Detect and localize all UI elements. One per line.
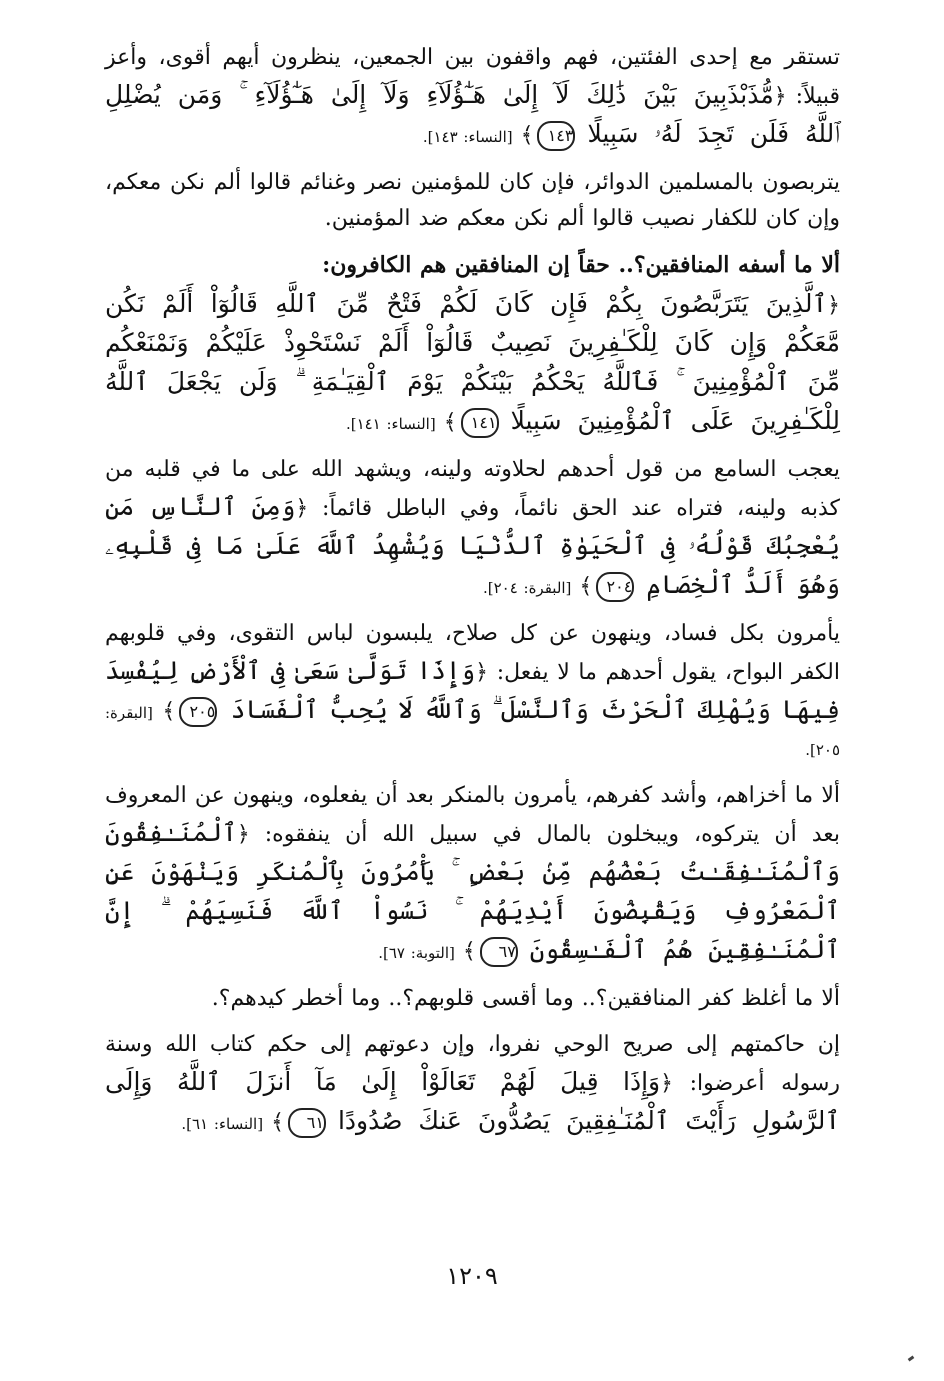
ayah-number-medallion: ١٤٣ [537,121,575,151]
quran-close-bracket: ﴾ [162,699,176,724]
paragraph [105,452,840,606]
paragraph [105,981,840,1017]
quran-open-bracket: ﴿ [773,84,787,109]
ayah-number-medallion: ٢٠٥ [179,697,217,727]
paragraph [105,285,840,442]
paragraph [105,1027,840,1142]
quran-verse: مُّذَبْذَبِينَ بَيْنَ ذَٰلِكَ لَآ إِلَىٰ هَـٰٓؤُلَآءِ وَلَآ إِلَىٰ هَـٰٓؤُلَآءِ ۚ وَمَن يُضْلِلِ ٱللَّهُ فَلَن تَجِدَ لَهُۥ سَبِيلًا [105,80,840,148]
ayah-number-medallion: ٢٠٤ [596,572,634,602]
verse-citation: [النساء: ٦١]. [181,1115,264,1133]
verse-citation: [النساء: ١٤١]. [345,415,436,433]
paragraph [105,778,840,971]
page-body [105,40,840,1152]
quran-verse: ٱلَّذِينَ يَتَرَبَّصُونَ بِكُمْ فَإِن كَانَ لَكُمْ فَتْحٌ مِّنَ ٱللَّهِ قَالُوٓاْ أَلَمْ نَكُن مَّعَكُمْ وَإِن كَانَ لِلْكَـٰفِرِينَ نَصِيبٌ قَالُوٓاْ أَلَمْ نَسْتَحْوِذْ عَلَيْكُمْ وَنَمْنَعْكُم مِّنَ ٱلْمُؤْمِنِينَ ۚ فَٱللَّهُ يَحْكُمُ بَيْنَكُمْ يَوْمَ ٱلْقِيَـٰمَةِ ۗ وَلَن يَجْعَلَ ٱللَّهُ لِلْكَـٰفِرِينَ عَلَى ٱلْمُؤْمِنِينَ سَبِيلًا [105,289,840,435]
quran-open-bracket: ﴿ [475,660,489,685]
ayah-number-medallion: ١٤١ [461,408,499,438]
quran-close-bracket: ﴾ [271,1110,284,1135]
quran-open-bracket: ﴿ [660,1071,674,1096]
paragraph-text: يأمرون بكل فساد، وينهون عن كل صلاح، يلبسون لباس التقوى، وفي قلوبهم الكفر البواح، يقول أحدهم ما لا يفعل: [105,621,840,685]
quran-verse: وَإِذَا قِيلَ لَهُمْ تَعَالَوْاْ إِلَىٰ مَآ أَنزَلَ ٱللَّهُ وَإِلَى ٱلرَّسُولِ رَأَيْتَ ٱلْمُنَـٰفِقِينَ يَصُدُّونَ عَنكَ صُدُودًا [105,1067,840,1135]
quran-close-bracket: ﴾ [462,939,476,964]
page-number: ١٢٠٩ [446,1262,498,1290]
quran-close-bracket: ﴾ [579,574,593,599]
quran-verse: وَمِنَ ٱلنَّاسِ مَن يُعْجِبُكَ قَوْلُهُۥ فِى ٱلْحَيَوٰةِ ٱلدُّنْيَا وَيُشْهِدُ ٱللَّهَ عَلَىٰ مَا فِى قَلْبِهِۦ وَهُوَ أَلَدُّ ٱلْخِصَامِ [105,492,840,599]
paragraph [105,40,840,155]
verse-citation: [البقرة: ٢٠٥]. [105,704,840,759]
quran-close-bracket: ﴾ [443,410,457,435]
paragraph-text: يعجب السامع من قول أحدهم لحلاوته ولينه، ويشهد الله على ما في قلبه من كذبه ولينه، فتراه عند الحق نائماً، وفي الباطل قائماً: [105,457,840,521]
section-heading [105,247,840,283]
quran-verse: ٱلْمُنَـٰفِقُونَ وَٱلْمُنَـٰفِقَـٰتُ بَعْضُهُم مِّنۢ بَعْضٍ ۚ يَأْمُرُونَ بِٱلْمُنكَرِ وَيَنْهَوْنَ عَنِ ٱلْمَعْرُوفِ وَيَقْبِضُونَ أَيْدِيَهُمْ ۚ نَسُواْ ٱللَّهَ فَنَسِيَهُمْ ۗ إِنَّ ٱلْمُنَـٰفِقِينَ هُمُ ٱلْفَـٰسِقُونَ [105,818,840,964]
paragraph-text: ألا ما أغلظ كفر المنافقين؟.. وما أقسى قلوبهم؟.. وما أخطر كيدهم؟. [211,986,840,1011]
verse-citation: [البقرة: ٢٠٤]. [482,579,572,597]
verse-citation: [التوبة: ٦٧]. [378,944,455,962]
paragraph-text: تستقر مع إحدى الفئتين، فهم واقفون بين الجمعين، ينظرون أيهم أقوى، وأعز قبيلاً: [105,45,840,109]
quran-open-bracket: ﴿ [827,293,840,318]
heading-text: ألا ما أسفه المنافقين؟.. حقاً إن المنافقين هم الكافرون: [322,252,840,278]
paragraph-text: ألا ما أخزاهم، وأشد كفرهم، يأمرون بالمنكر بعد أن يفعلوه، وينهون عن المعروف بعد أن يتركوه، ويبخلون بالمال في سبيل الله أن ينفقوه: [105,783,840,847]
quran-open-bracket: ﴿ [295,496,309,521]
quran-close-bracket: ﴾ [520,123,534,148]
verse-citation: [النساء: ١٤٣]. [422,128,513,146]
paragraph [105,616,840,768]
scan-speck [908,1356,915,1362]
quran-open-bracket: ﴿ [236,822,250,847]
quran-verse: وَإِذَا تَوَلَّىٰ سَعَىٰ فِى ٱلْأَرْضِ لِيُفْسِدَ فِيهَا وَيُهْلِكَ ٱلْحَرْثَ وَٱلنَّسْلَ ۗ وَٱللَّهُ لَا يُحِبُّ ٱلْفَسَادَ [105,656,840,724]
ayah-number-medallion: ٦١ [288,1108,326,1138]
paragraph [105,165,840,237]
ayah-number-medallion: ٦٧ [480,937,518,967]
paragraph-text: يتربصون بالمسلمين الدوائر، فإن كان للمؤمنين نصر وغنائم قالوا ألم نكن معكم، وإن كان للكفار نصيب قالوا ألم نكن معكم ضد المؤمنين. [105,170,840,231]
paragraph-text: إن حاكمتهم إلى صريح الوحي نفروا، وإن دعوتهم إلى حكم كتاب الله وسنة رسوله أعرضوا: [105,1032,840,1096]
